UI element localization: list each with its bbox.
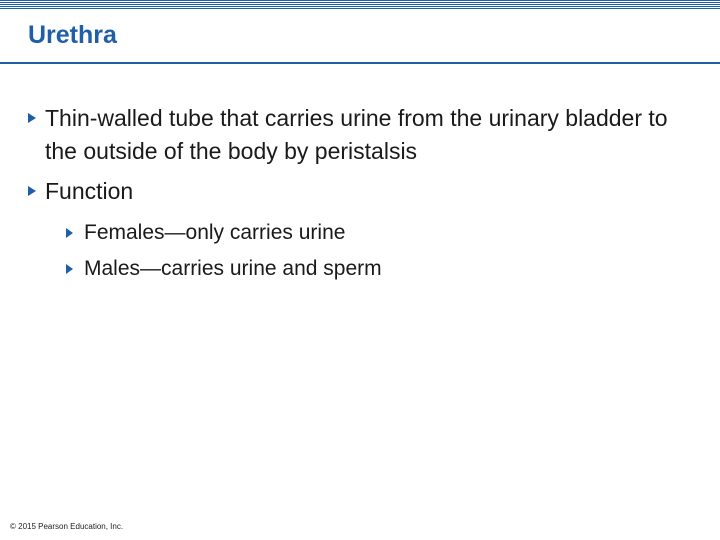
sub-bullet-list xyxy=(66,215,688,287)
title-underline xyxy=(0,62,720,64)
sub-bullet-marker-icon xyxy=(66,228,73,238)
sub-bullet-item-females xyxy=(66,215,688,251)
bullet-item-description xyxy=(28,102,688,168)
bullet-item-function xyxy=(28,175,688,208)
bullet-marker-icon xyxy=(28,186,36,196)
slide-title: Urethra xyxy=(28,21,117,49)
bullet-text: Thin-walled tube that carries urine from the urinary bladder to the outside of the body by peristalsis xyxy=(45,105,668,164)
sub-bullet-text: Males—carries urine and sperm xyxy=(84,257,382,280)
copyright-footer: © 2015 Pearson Education, Inc. xyxy=(10,522,124,531)
top-decorative-stripes xyxy=(0,0,720,10)
bullet-text: Function xyxy=(45,178,134,204)
sub-bullet-text: Females—only carries urine xyxy=(84,221,346,244)
sub-bullet-item-males xyxy=(66,251,688,287)
title-bar xyxy=(0,10,720,62)
slide-content xyxy=(28,102,688,287)
sub-bullet-marker-icon xyxy=(66,264,73,274)
bullet-marker-icon xyxy=(28,113,36,123)
